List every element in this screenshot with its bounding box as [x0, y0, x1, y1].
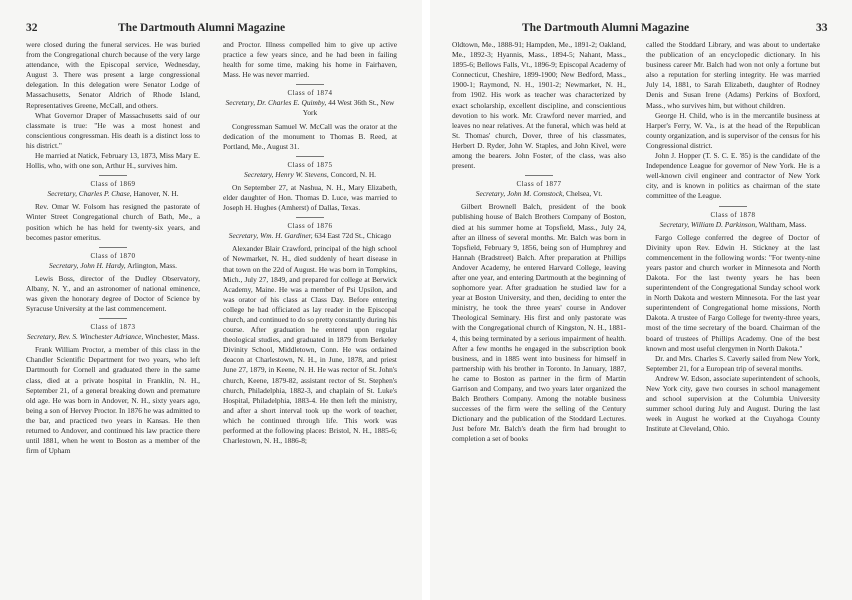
paragraph: and Proctor. Illness compelled him to give up active practice a few years since, and he had been in failing health for some time, making his home in Fairhaven, Mass. He was never married. — [223, 40, 397, 80]
paragraph: He married at Natick, February 13, 1873, Miss Mary E. Hollis, who, with one son, Arthur H., survives him. — [26, 151, 200, 171]
paragraph: On September 27, at Nashua, N. H., Mary Elizabeth, elder daughter of Hon. Thomas D. Luce, was married to Joseph H. Hughes (Amherst) of Dallas, Texas. — [223, 182, 397, 213]
secretary-place: Arlington, Mass. — [127, 260, 177, 270]
class-heading: Class of 1874 — [223, 84, 397, 98]
class-heading: Class of 1877 — [452, 175, 626, 189]
secretary-line — [646, 220, 820, 230]
class-heading: Class of 1875 — [223, 156, 397, 170]
paragraph: were closed during the funeral services. He was buried from the Congregational church because of the very large attendance, with the Episcopal service, Wednesday, August 3. There was present a large congressional delegation. In this delegation were Senator Lodge of Massachusetts, Senator Aldrich of Rhode Island, Representatives Greene, McCall, and others. — [26, 40, 200, 110]
column — [452, 40, 626, 445]
running-title: The Dartmouth Alumni Magazine — [522, 22, 690, 34]
secretary-name: Secretary, Charles P. Chase, — [47, 189, 132, 199]
paragraph: Oldtown, Me., 1888-91; Hampden, Me., 1891-2; Oakland, Me., 1892-3; Hyannis, Mass., 1894-5; Nahant, Mass., 1895-6; Bellows Falls, Vt., 1896-9; Episcopal Academy of Connecticut, Cheshire, 1899-1900; New Bedford, Mass., 1900-1; Raymond, N. H., 1901-2; Newmarket, N. H., from 1902. His work as teacher was characterized by exact scholarship, excellent discipline, and conscientious devotion to his work. Mr. Crawford never married, and leaves no near relatives. At the funeral, which was held at St. Thomas' church, Dover, three of his classmates, Herbert D. Ryder, John W. Staples, and John Kivel, were among the bearers. John Foster, of the class, was also present. — [452, 40, 626, 171]
secretary-name: Secretary, Dr. Charles E. Quimby, — [225, 98, 327, 108]
class-heading: Class of 1878 — [646, 206, 820, 220]
column — [26, 40, 200, 456]
secretary-name: Secretary, Wm. H. Gardiner, — [228, 231, 313, 241]
column — [223, 40, 397, 446]
page-gutter — [422, 0, 430, 600]
paragraph: Lewis Boss, director of the Dudley Observatory, Albany, N. Y., and an astronomer of national eminence, was given the honorary degree of Doctor of Science by Syracuse University at the last commencement. — [26, 273, 200, 314]
paragraph: Frank William Proctor, a member of this class in the Chandler Scientific Department for two years, who left Dartmouth for Cornell and graduated there in the same class, died at a private hospital in Franklin, N. H., September 21, of a general breaking down and premature old age. He was born in Andover, N. H., sixty years ago, being a son of Hervey Proctor. In 1876 he was admitted to the bar, and practiced two years in Kansas. He then returned to Andover, and continued his law practice there until 1881, when he went to Boston as a member of the firm of Upham — [26, 345, 200, 456]
secretary-name: Secretary, John M. Comstock, — [475, 189, 565, 199]
secretary-line — [26, 261, 200, 271]
right-page — [430, 0, 852, 600]
secretary-line — [26, 332, 200, 342]
page-number: 33 — [816, 22, 828, 34]
running-title: The Dartmouth Alumni Magazine — [118, 22, 286, 34]
class-heading: Class of 1873 — [26, 318, 200, 332]
secretary-line — [26, 189, 200, 199]
secretary-line — [223, 231, 397, 241]
secretary-name: Secretary, Henry W. Stevens, — [243, 169, 329, 179]
class-heading: Class of 1876 — [223, 217, 397, 231]
column — [646, 40, 820, 434]
paragraph: Congressman Samuel W. McCall was the orator at the dedication of the monument to Thomas B. Reed, at Portland, Me., August 31. — [223, 121, 397, 151]
class-heading: Class of 1870 — [26, 247, 200, 261]
paragraph: called the Stoddard Library, and was about to undertake the publication of an encyclopedic dictionary. In his business career Mr. Balch had won not only a fortune but also a reputation for sterling integrity. He was married July 14, 1881, to Sarah Elizabeth, daughter of Rodney Denis and Susan Irene (Adams) Perkins of Boxford, Mass., who survives him, but without children. — [646, 40, 820, 110]
secretary-line — [223, 170, 397, 180]
class-heading: Class of 1869 — [26, 175, 200, 189]
paragraph: Alexander Blair Crawford, principal of the high school of Newmarket, N. H., died suddenly of heart disease in that town on the 22d of August. He was born in Tompkins, Mich., July 27, 1849, and prepared for college at Berwick Academy, Maine. He was a member of Psi Upsilon, and was orator of his class at Class Day. Before entering college he had officiated as lay reader in the Episcopal church, and continued to do so pretty constantly during his course. After graduation he entered upon regular theological studies, and graduated in 1879 from Berkeley Divinity School, Middletown, Conn. He was ordained deacon at Charlestown, N. H., in June, 1878, and priest June 27, 1879, in Keene, N. H. He was rector of St. John's church, Keene, 1879-82, assistant rector of St. Stephen's church, Philadelphia, 1882-3, and chaplain of St. Luke's Hospital, Philadelphia, 1883-4. He then left the ministry, and after a short interval took up the work of teacher, which he continued through life. This work was performed at the following places: Bristol, N. H., 1885-6; Charlestown, N. H., 1886-8; — [223, 244, 397, 446]
paragraph: Fargo College conferred the degree of Doctor of Divinity upon Rev. Edwin H. Stickney at the last commencement in the following words: "For twenty-nine years pastor and church worker in Minnesota and North Dakota. For the last twenty years he has been superintendent of the Congregational Sunday school work in North Dakota and western Minnesota. For the last year superintendent of Congregational home missions, North Dakota. A trustee of Fargo College for twenty-three years, most of the time secretary of the board. Chairman of the board of trustees of Phillips Academy. One of the best known and most useful clergymen in North Dakota." — [646, 232, 820, 353]
left-page — [0, 0, 422, 600]
secretary-place: Winchester, Mass. — [144, 332, 200, 342]
secretary-place: 44 West 36th St., New York — [302, 98, 395, 118]
paragraph: Rev. Omar W. Folsom has resigned the pastorate of Winter Street Congregational church of Bath, Me., a position which he has held for twenty-six years, and becomes pastor emeritus. — [26, 202, 200, 242]
secretary-line — [223, 98, 397, 118]
paragraph: What Governor Draper of Massachusetts said of our classmate is true: "He was a most honest and conscientious congressman. His death is a distinct loss to his district." — [26, 110, 200, 150]
secretary-place: Hanover, N. H. — [133, 189, 179, 199]
secretary-name: Secretary, John H. Hardy, — [49, 260, 126, 270]
secretary-place: 634 East 72d St., Chicago — [314, 231, 392, 241]
paragraph: Gilbert Brownell Balch, president of the book publishing house of Balch Brothers Company of Boston, died at his summer home at Topsfield, Mass., July 24, after an illness of several months. Mr. Balch was born in Topsfield, February 9, 1856, being son of Humphrey and Hannah (Bradstreet) Balch. After preparation at Phillips Andover Academy, he entered Harvard College, leaving after one year, and entering Dartmouth at the beginning of sophomore year. After graduation he studied law for a year at Boston University, and then, deciding to enter the ministry, he took the three years' course in Andover Theological Seminary. His first and only pastorate was with the Congregational church of Kingston, N. H., 1881-4, this being terminated by a serious impairment of health. After a few months he engaged in the subscription book business, and in 1885 went into business for himself in partnership with his brother in Toronto. In January, 1887, he came to Boston as partner in the firm of Martin Garrison and Company, and two years later organized the Balch Brothers Company. Among the notable business successes of the firm were the selling of the Century Dictionary and the publication of the Stoddard Lectures. Just before Mr. Balch's death the firm had brought to completion a set of books — [452, 202, 626, 444]
paragraph: Dr. and Mrs. Charles S. Caverly sailed from New York, September 21, for a European trip of several months. — [646, 353, 820, 373]
secretary-name: Secretary, Rev. S. Winchester Adriance, — [26, 332, 144, 342]
secretary-place: Concord, N. H. — [330, 169, 377, 179]
secretary-place: Waltham, Mass. — [758, 219, 807, 229]
paragraph: George H. Child, who is in the mercantile business at Harper's Ferry, W. Va., is at the head of the Republican county organization, and is supervisor of the census for his Congressional district. — [646, 110, 820, 150]
paragraph: Andrew W. Edson, associate superintendent of schools, New York city, gave two courses in school management and school supervision at the Columbia University summer school during July and August. During the last week in August he worked at the Cuyahoga County Institute at Cleveland, Ohio. — [646, 373, 820, 434]
paragraph: John J. Hopper (T. S. C. E. '85) is the candidate of the Independence League for governor of New York. He is a well-known civil engineer and contractor of New York city, and is known in politics as chairman of the state committee of the League. — [646, 151, 820, 201]
secretary-place: Chelsea, Vt. — [566, 189, 603, 199]
secretary-name: Secretary, William D. Parkinson, — [659, 219, 758, 229]
page-number: 32 — [26, 22, 38, 34]
secretary-line — [452, 189, 626, 199]
